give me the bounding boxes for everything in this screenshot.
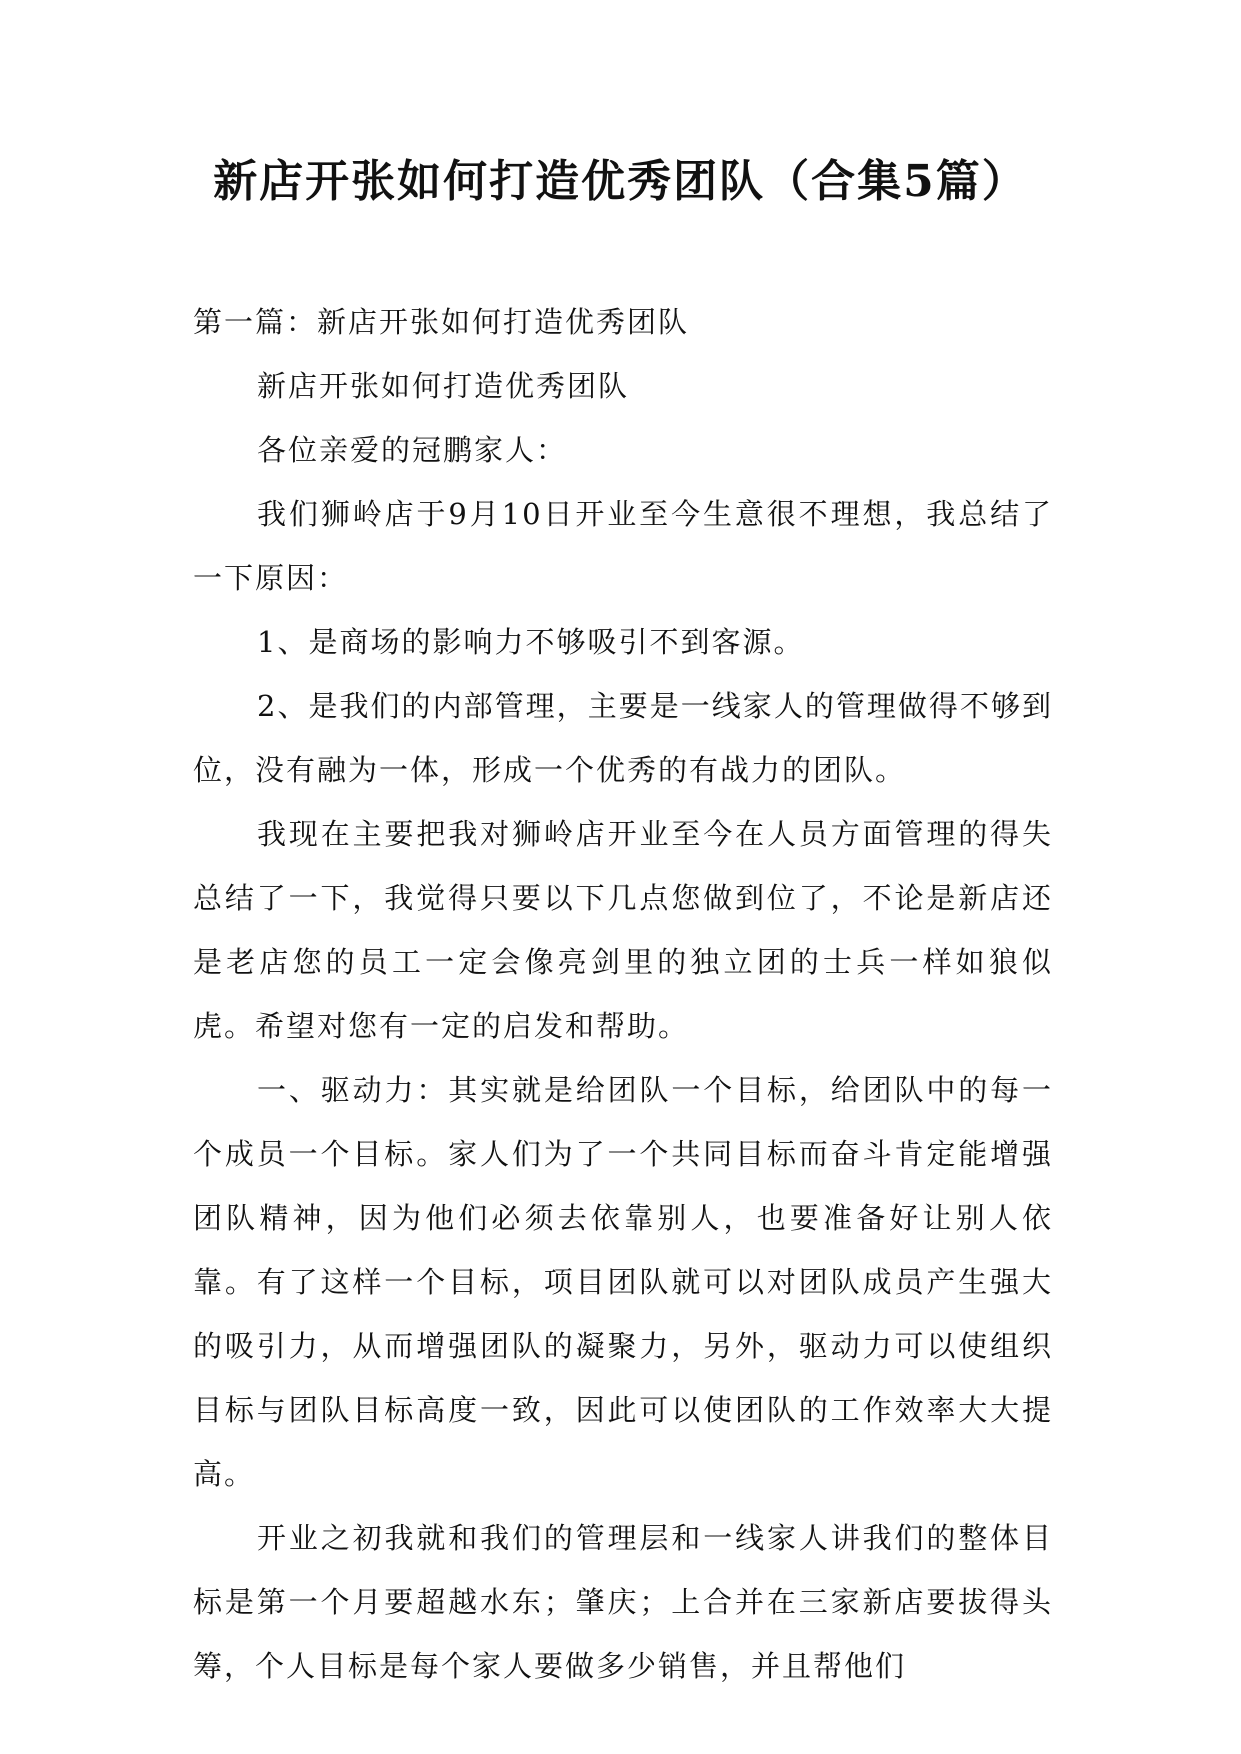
body-paragraph: 1、是商场的影响力不够吸引不到客源。 — [257, 625, 805, 659]
body-paragraph: 一、驱动力：其实就是给团队一个目标，给团队中的每一个成员一个目标。家人们为了一个共同目标而奋斗肯定能增强团队精神，因为他们必须去依靠别人，也要准备好让别人依靠。有了这样一个目标，项目团队就可以对团队成员产生强大的吸引力，从而增强团队的凝聚力，另外，驱动力可以使组织目标与团队目标高度一致，因此可以使团队的工作效率大大提高。 — [193, 1073, 1053, 1491]
document-title: 新店开张如何打造优秀团队（合集5篇） — [213, 156, 1028, 207]
section-heading: 第一篇：新店开张如何打造优秀团队 — [193, 305, 690, 339]
body-paragraph: 2、是我们的内部管理，主要是一线家人的管理做得不够到位，没有融为一体，形成一个优秀的有战力的团队。 — [193, 689, 1053, 787]
document-body — [193, 290, 1053, 1698]
salutation-paragraph: 各位亲爱的冠鹏家人： — [257, 433, 568, 467]
body-paragraph: 我现在主要把我对狮岭店开业至今在人员方面管理的得失总结了一下，我觉得只要以下几点您做到位了，不论是新店还是老店您的员工一定会像亮剑里的独立团的士兵一样如狼似虎。希望对您有一定的启发和帮助。 — [193, 817, 1053, 1043]
subtitle-paragraph: 新店开张如何打造优秀团队 — [257, 369, 630, 403]
body-paragraph: 开业之初我就和我们的管理层和一线家人讲我们的整体目标是第一个月要超越水东；肇庆；上合并在三家新店要拔得头筹，个人目标是每个家人要做多少销售，并且帮他们 — [193, 1521, 1053, 1683]
body-paragraph: 我们狮岭店于9月10日开业至今生意很不理想，我总结了一下原因： — [193, 497, 1053, 595]
